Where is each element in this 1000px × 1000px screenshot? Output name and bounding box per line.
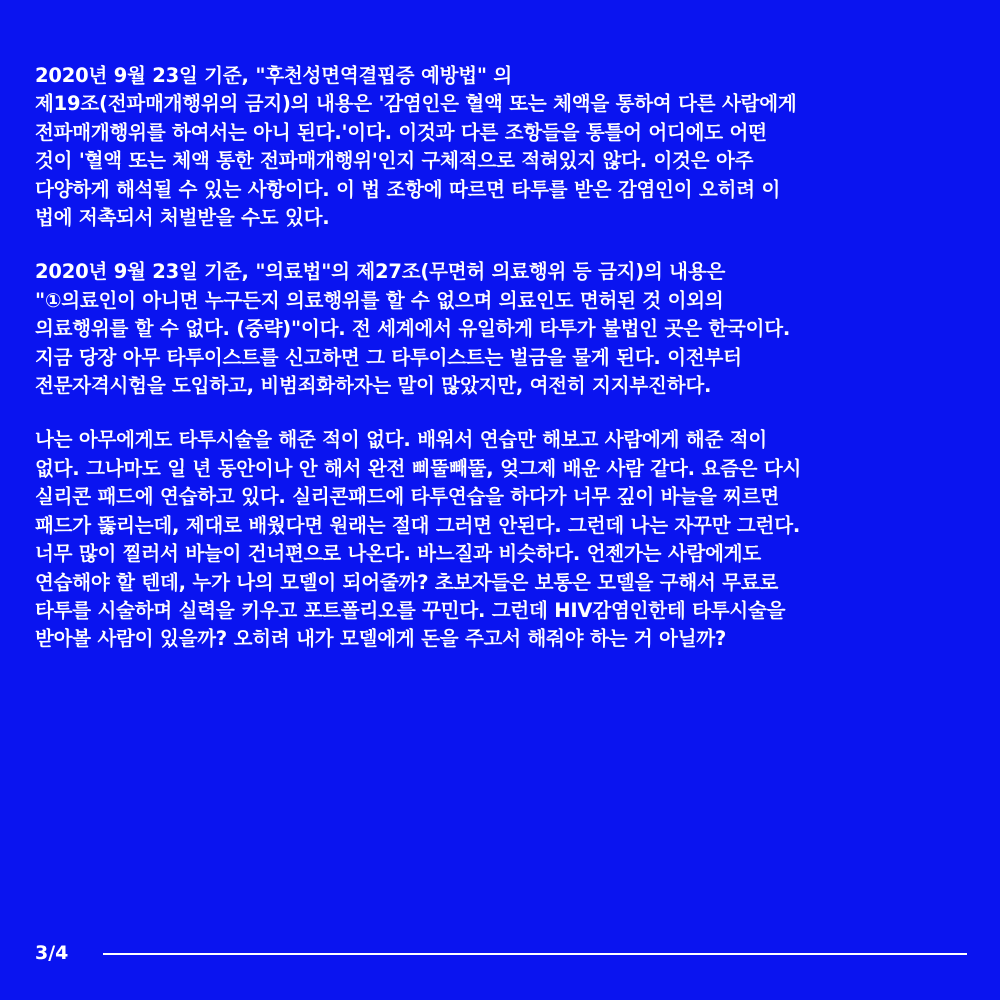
text-line: 패드가 뚫리는데, 제대로 배웠다면 원래는 절대 그러면 안된다. 그런데 나는 자꾸만 그런다. [35, 513, 801, 537]
text-line: 너무 많이 찔러서 바늘이 건너편으로 나온다. 바느질과 비슷하다. 언젠가는 사람에게도 [35, 542, 762, 566]
page-number: 3/4 [35, 942, 69, 964]
text-line: 의료행위를 할 수 없다. (중략)"이다. 전 세계에서 유일하게 타투가 불법인 곳은 한국이다. [35, 317, 791, 341]
text-line: 전파매개행위를 하여서는 아니 된다.'이다. 이것과 다른 조항들을 통틀어 어디에도 어떤 [35, 120, 767, 144]
text-line: 연습해야 할 텐데, 누가 나의 모델이 되어줄까? 초보자들은 보통은 모델을 구해서 무료로 [35, 570, 779, 594]
text-line: 2020년 9월 23일 기준, "후천성면역결핍증 예방법" 의 [35, 64, 513, 87]
text-body [35, 62, 970, 680]
paragraph-medical-law [35, 258, 970, 400]
footer-divider [103, 953, 967, 955]
text-line: 다양하게 해석될 수 있는 사항이다. 이 법 조항에 따르면 타투를 받은 감염인이 오히려 이 [35, 177, 781, 201]
text-line: "①의료인이 아니면 누구든지 의료행위를 할 수 없으며 의료인도 면허된 것 이외의 [35, 288, 724, 312]
text-line: 없다. 그나마도 일 년 동안이나 안 해서 완전 삐뚤빼뚤, 엊그제 배운 사람 같다. 요즘은 다시 [35, 456, 802, 480]
text-line: 제19조(전파매개행위의 금지)의 내용은 '감염인은 혈액 또는 체액을 통하여 다른 사람에게 [35, 92, 797, 116]
text-line: 실리콘 패드에 연습하고 있다. 실리콘패드에 타투연습을 하다가 너무 깊이 바늘을 찌르면 [35, 485, 780, 509]
text-line: 받아볼 사람이 있을까? 오히려 내가 모델에게 돈을 주고서 해줘야 하는 거 아닐까? [35, 627, 727, 651]
text-line: 전문자격시험을 도입하고, 비범죄화하자는 말이 많았지만, 여전히 지지부진하다. [35, 374, 712, 398]
text-line: 타투를 시술하며 실력을 키우고 포트폴리오를 꾸민다. 그런데 HIV감염인한테 타투시술을 [35, 598, 786, 622]
paragraph-hiv-law [35, 62, 970, 232]
text-line: 지금 당장 아무 타투이스트를 신고하면 그 타투이스트는 벌금을 물게 된다. 이전부터 [35, 345, 742, 369]
text-line: 나는 아무에게도 타투시술을 해준 적이 없다. 배워서 연습만 해보고 사람에게 해준 적이 [35, 428, 767, 452]
text-line: 것이 '혈액 또는 체액 통한 전파매개행위'인지 구체적으로 적혀있지 않다. 이것은 아주 [35, 149, 754, 173]
text-line: 2020년 9월 23일 기준, "의료법"의 제27조(무면허 의료행위 등 금지)의 내용은 [35, 260, 726, 284]
footer [35, 938, 970, 968]
text-line: 법에 저촉되서 처벌받을 수도 있다. [35, 206, 330, 230]
paragraph-personal-story [35, 426, 970, 653]
